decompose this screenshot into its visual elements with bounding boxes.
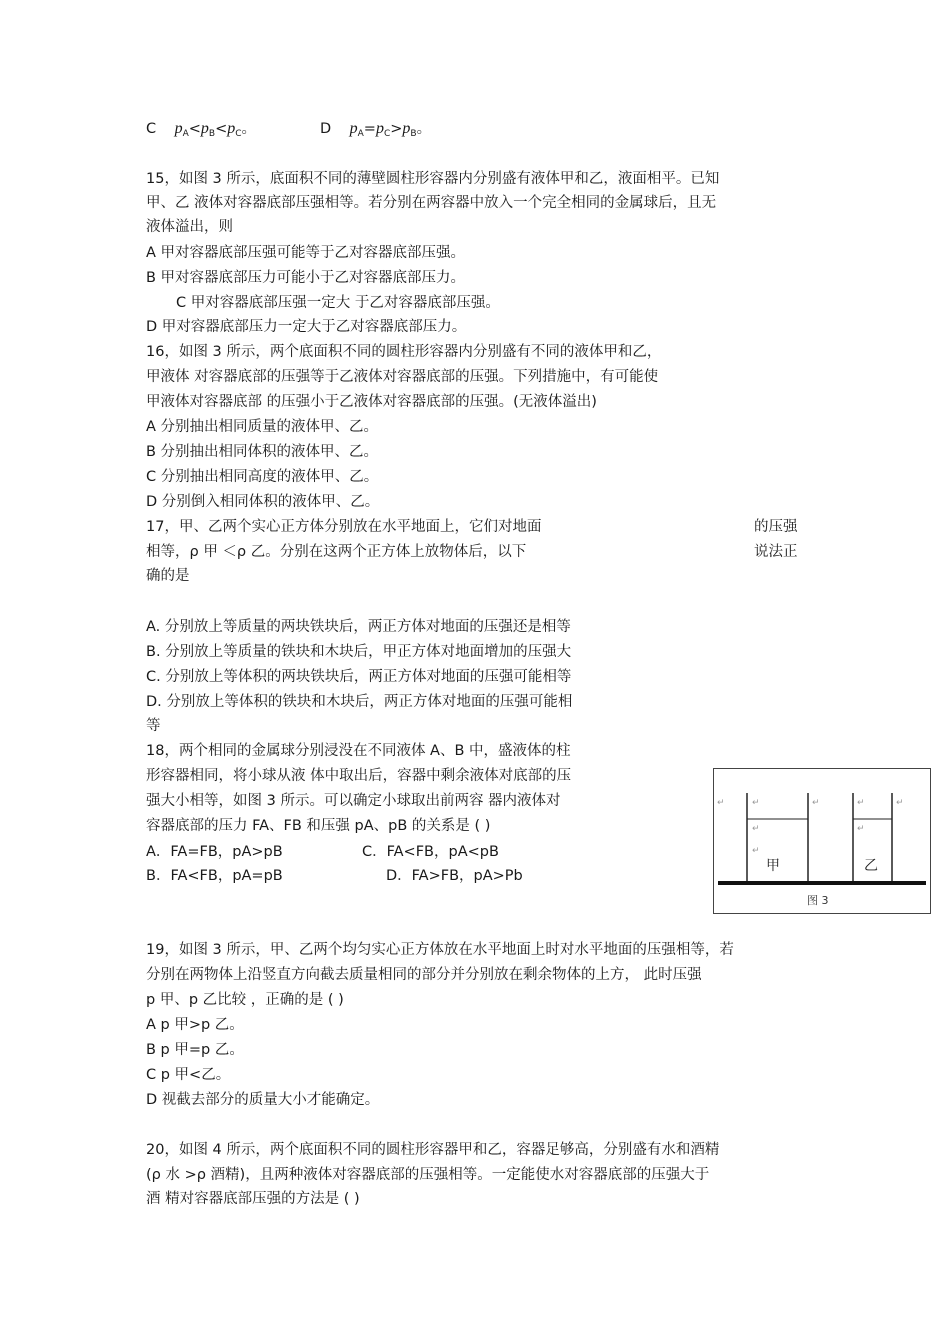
paragraph-mark-icon: ↵ — [812, 798, 820, 808]
q18-stem-line-1: 18，两个相同的金属球分别浸没在不同液体 A、B 中，盛液体的柱 — [146, 743, 571, 759]
symbol-p: p — [174, 120, 183, 137]
q20-stem-line-3: 酒 精对容器底部压强的方法是 ( ) — [146, 1191, 360, 1207]
q14-option-d — [320, 119, 431, 144]
q15-stem-line-1: 15，如图 3 所示，底面积不同的薄壁圆柱形容器内分别盛有液体甲和乙，液面相平。已知 — [146, 171, 720, 187]
q17-option-d: D. 分别放上等体积的铁块和木块后，两正方体对地面的压强可能相 — [146, 694, 573, 710]
q20-stem-line-1: 20，如图 4 所示，两个底面积不同的圆柱形容器甲和乙，容器足够高，分别盛有水和酒精 — [146, 1142, 720, 1158]
paragraph-mark-icon: ↵ — [752, 824, 760, 834]
operator: = — [363, 121, 376, 137]
q17-option-d-cont: 等 — [146, 718, 161, 734]
figure-3-drawing — [714, 769, 930, 913]
label-jia: 甲 — [766, 858, 780, 874]
q19-option-b: B p 甲=p 乙。 — [146, 1042, 244, 1058]
q20-stem-line-2: (ρ 水 >ρ 酒精)，且两种液体对容器底部的压强相等。一定能使水对容器底部的压强大于 — [146, 1167, 710, 1183]
q14-option-c — [146, 119, 256, 144]
q15-option-a: A 甲对容器底部压强可能等于乙对容器底部压强。 — [146, 245, 466, 261]
q16-option-a: A 分别抽出相同质量的液体甲、乙。 — [146, 419, 379, 435]
paragraph-mark-icon: ↵ — [717, 798, 725, 808]
q16-option-d: D 分别倒入相同体积的液体甲、乙。 — [146, 494, 380, 510]
q16-option-b: B 分别抽出相同体积的液体甲、乙。 — [146, 444, 379, 460]
q19-option-c: C p 甲<乙。 — [146, 1067, 231, 1083]
q15-option-d: D 甲对容器底部压力一定大于乙对容器底部压力。 — [146, 319, 467, 335]
paragraph-mark-icon: ↵ — [752, 798, 760, 808]
symbol-p: p — [227, 120, 236, 137]
q17-option-c: C. 分别放上等体积的两块铁块后，两正方体对地面的压强可能相等 — [146, 669, 572, 685]
q16-stem-line-3: 甲液体对容器底部 的压强小于乙液体对容器底部的压强。(无液体溢出) — [146, 394, 597, 410]
subscript: B — [208, 129, 216, 139]
paragraph-mark-icon: ↵ — [857, 798, 865, 808]
subscript: A — [182, 129, 189, 139]
q15-stem-line-3: 液体溢出，则 — [146, 219, 233, 235]
figure-caption: 图 3 — [807, 894, 829, 907]
q16-stem-line-1: 16，如图 3 所示，两个底面积不同的圆柱形容器内分别盛有不同的液体甲和乙， — [146, 344, 662, 360]
subscript: A — [357, 129, 364, 139]
q17-stem-line-2: 相等，ρ 甲 ＜ρ 乙。分别在这两个正方体上放物体后，以下 — [146, 544, 527, 560]
q18-stem-line-2: 形容器相同，将小球从液 体中取出后，容器中剩余液体对底部的压 — [146, 768, 572, 784]
label-yi: 乙 — [864, 858, 878, 874]
q19-option-d: D 视截去部分的质量大小才能确定。 — [146, 1092, 380, 1108]
q18-stem-line-4: 容器底部的压力 FA、FB 和压强 pA、pB 的关系是 ( ) — [146, 818, 491, 834]
q19-stem-line-1: 19，如图 3 所示，甲、乙两个均匀实心正方体放在水平地面上时对水平地面的压强相等，若 — [146, 942, 734, 958]
period: 。 — [241, 121, 257, 137]
q15-stem-line-2: 甲、乙 液体对容器底部压强相等。若分别在两容器中放入一个完全相同的金属球后，且无 — [146, 195, 717, 211]
q16-stem-line-2: 甲液体 对容器底部的压强等于乙液体对容器底部的压强。下列措施中，有可能使 — [146, 369, 659, 385]
option-label: C — [146, 121, 157, 137]
paragraph-mark-icon: ↵ — [896, 798, 904, 808]
option-label: D — [320, 121, 332, 137]
q18-option-a: A．FA=FB，pA>pB — [146, 844, 283, 860]
paragraph-mark-icon: ↵ — [857, 824, 865, 834]
q17-stem-line-2-right: 说法正 — [754, 544, 798, 560]
q19-stem-line-2: 分别在两物体上沿竖直方向截去质量相同的部分并分别放在剩余物体的上方， 此时压强 — [146, 967, 702, 983]
symbol-p: p — [349, 120, 358, 137]
operator: < — [188, 121, 201, 137]
q17-stem-line-1: 17，甲、乙两个实心正方体分别放在水平地面上，它们对地面 — [146, 519, 542, 535]
q15-option-b: B 甲对容器底部压力可能小于乙对容器底部压力。 — [146, 270, 466, 286]
q16-option-c: C 分别抽出相同高度的液体甲、乙。 — [146, 469, 379, 485]
period: 。 — [416, 121, 432, 137]
q17-option-b: B. 分别放上等质量的铁块和木块后，甲正方体对地面增加的压强大 — [146, 644, 572, 660]
symbol-p: p — [200, 120, 209, 137]
symbol-p: p — [375, 120, 384, 137]
q17-option-a: A. 分别放上等质量的两块铁块后，两正方体对地面的压强还是相等 — [146, 619, 571, 635]
q19-stem-line-3: p 甲、p 乙比较 ，正确的是 ( ) — [146, 992, 344, 1008]
q17-stem-line-3: 确的是 — [146, 568, 190, 584]
q15-option-c: C 甲对容器底部压强一定大 于乙对容器底部压强。 — [176, 295, 500, 311]
symbol-p: p — [402, 120, 411, 137]
subscript: C — [235, 129, 242, 139]
operator: < — [215, 121, 228, 137]
subscript: B — [410, 129, 417, 139]
q18-option-b: B．FA<FB，pA=pB — [146, 868, 283, 884]
q18-stem-line-3: 强大小相等，如图 3 所示。可以确定小球取出前两容 器内液体对 — [146, 793, 561, 809]
subscript: C — [383, 129, 391, 139]
q17-stem-line-1-right: 的压强 — [754, 519, 798, 535]
q19-option-a: A p 甲>p 乙。 — [146, 1017, 244, 1033]
q18-option-d: D．FA>FB，pA>Pb — [386, 868, 523, 884]
paragraph-mark-icon: ↵ — [752, 846, 760, 856]
figure-3 — [713, 768, 931, 914]
q18-option-c: C．FA<FB，pA<pB — [362, 844, 499, 860]
operator: > — [390, 121, 403, 137]
